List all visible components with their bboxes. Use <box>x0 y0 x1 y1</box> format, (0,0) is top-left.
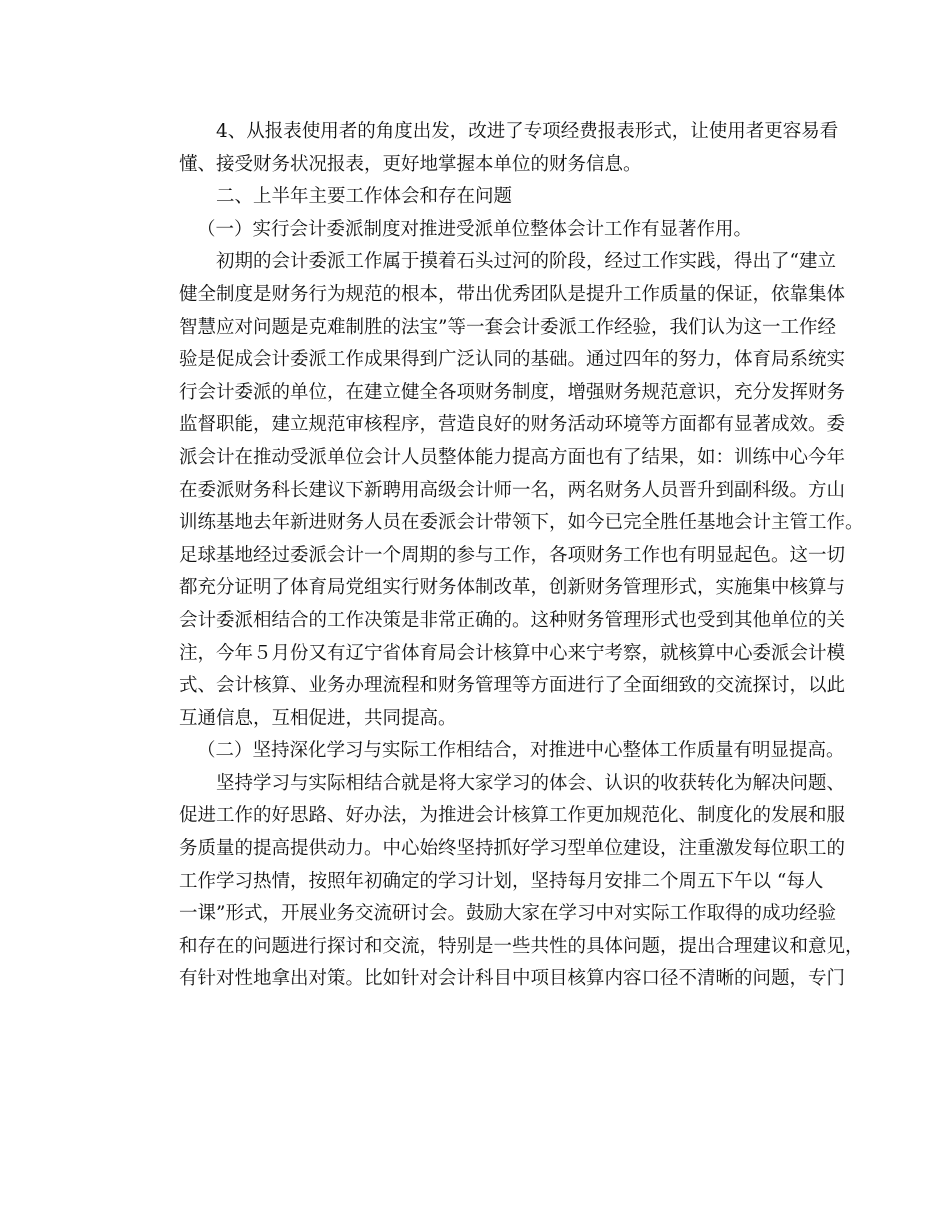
paragraph-learning-practice <box>142 768 864 996</box>
text-line: （一）实行会计委派制度对推进受派单位整体会计工作有显著作用。 <box>197 218 753 240</box>
document-page <box>142 116 864 996</box>
text-line: 会计委派相结合的工作决策是非常正确的。这种财务管理形式也受到其他单位的关 <box>179 609 846 631</box>
text-line: 式、会计核算、业务办理流程和财务管理等方面进行了全面细致的交流探讨，以此 <box>179 675 846 697</box>
text-line: 注，今年５月份又有辽宁省体育局会计核算中心来宁考察，就核算中心委派会计模 <box>179 642 846 664</box>
text-line: 行会计委派的单位，在建立健全各项财务制度，增强财务规范意识，充分发挥财务 <box>179 381 846 403</box>
text-line: 4、从报表使用者的角度出发，改进了专项经费报表形式，让使用者更容易看 <box>216 121 839 142</box>
text-line: 验是促成会计委派工作成果得到广泛认同的基础。通过四年的努力，体育局系统实 <box>179 349 846 371</box>
section-heading-2 <box>142 181 820 214</box>
text-line: 二、上半年主要工作体会和存在问题 <box>216 186 513 208</box>
text-line: 派会计在推动受派单位会计人员整体能力提高方面也有了结果，如：训练中心今年 <box>179 446 846 468</box>
text-line: 有针对性地拿出对策。比如针对会计科目中项目核算内容口径不清晰的问题，专门 <box>179 968 846 990</box>
text-line: 促进工作的好思路、好办法，为推进会计核算工作更加规范化、制度化的发展和服 <box>179 805 846 827</box>
paragraph-accounting-delegation <box>142 246 864 735</box>
text-line: 在委派财务科长建议下新聘用高级会计师一名，两名财务人员晋升到副科级。方山 <box>179 479 846 501</box>
text-line: 工作学习热情，按照年初确定的学习计划，坚持每月安排二个周五下午以 “每人 <box>179 870 824 892</box>
subsection-heading-2 <box>142 735 845 768</box>
text-line: 初期的会计委派工作属于摸着石头过河的阶段，经过工作实践，得出了“建立 <box>216 251 836 273</box>
text-line: 一课”形式，开展业务交流研讨会。鼓励大家在学习中对实际工作取得的成功经验 <box>179 903 836 925</box>
paragraph-report-format <box>142 116 839 181</box>
text-line: 健全制度是财务行为规范的根本，带出优秀团队是提升工作质量的保证，依靠集体 <box>179 283 846 305</box>
text-line: 和存在的问题进行探讨和交流，特别是一些共性的具体问题，提出合理建议和意见， <box>179 935 864 957</box>
text-line: 懂、接受财务状况报表，更好地掌握本单位的财务信息。 <box>179 153 642 175</box>
text-line: 监督职能，建立规范审核程序，营造良好的财务活动环境等方面都有显著成效。委 <box>179 414 846 436</box>
text-line: 训练基地去年新进财务人员在委派会计带领下，如今已完全胜任基地会计主管工作。 <box>179 512 864 534</box>
text-line: 足球基地经过委派会计一个周期的参与工作，各项财务工作也有明显起色。这一切 <box>179 544 846 566</box>
text-line: 智慧应对问题是克难制胜的法宝”等一套会计委派工作经验，我们认为这一工作经 <box>179 316 836 338</box>
text-line: 坚持学习与实际相结合就是将大家学习的体会、认识的收获转化为解决问题、 <box>216 772 846 794</box>
text-line: 都充分证明了体育局党组实行财务体制改革，创新财务管理形式，实施集中核算与 <box>179 577 846 599</box>
text-line: 互通信息，互相促进，共同提高。 <box>179 707 457 729</box>
text-line: 务质量的提高提供动力。中心始终坚持抓好学习型单位建设，注重激发每位职工的 <box>179 838 846 860</box>
text-line: （二）坚持深化学习与实际工作相结合，对推进中心整体工作质量有明显提高。 <box>197 740 845 762</box>
subsection-heading-1 <box>142 214 820 247</box>
